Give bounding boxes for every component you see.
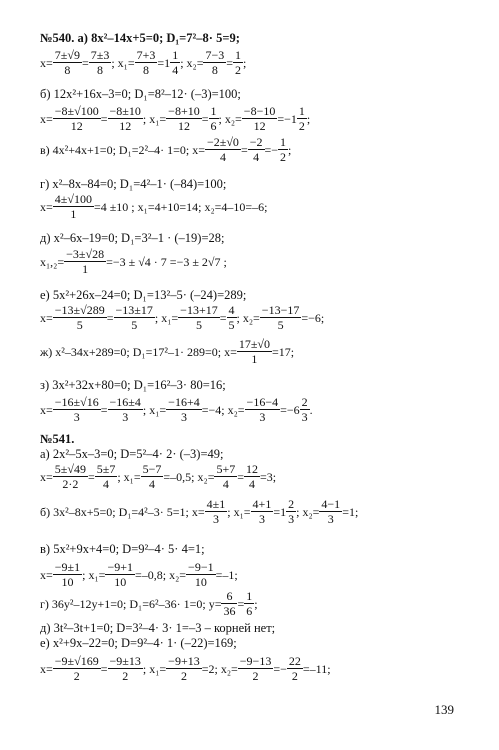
formula-text: x= bbox=[40, 112, 53, 126]
fraction-numerator: −2 bbox=[249, 135, 263, 149]
fraction bbox=[205, 497, 228, 526]
fraction-numerator: −3±√28 bbox=[66, 247, 105, 261]
fraction-denominator: 3 bbox=[301, 410, 308, 424]
fraction-denominator: 8 bbox=[64, 63, 71, 77]
fraction-denominator: 3 bbox=[327, 512, 334, 526]
formula-text: ; x₁= bbox=[82, 568, 106, 582]
equation-text: в) 5x²+9x+4=0; D=9²–4· 5· 4=1; bbox=[40, 542, 205, 556]
fraction-denominator: 3 bbox=[122, 410, 129, 424]
fraction-denominator: 1 bbox=[82, 262, 89, 276]
formula-text: =1 bbox=[273, 505, 287, 519]
fraction-numerator: 4−1 bbox=[321, 497, 341, 511]
fraction-denominator: 6 bbox=[246, 604, 253, 618]
fraction bbox=[53, 104, 101, 133]
equation-text: б) 3x²–8x+5=0; D₁=4²–3· 5=1; x= bbox=[40, 505, 205, 519]
fraction-denominator: 4 bbox=[149, 477, 156, 491]
formula-text: ; x₂= bbox=[236, 311, 260, 325]
fraction bbox=[64, 247, 106, 276]
formula-text: ; x₂= bbox=[296, 505, 320, 519]
fraction-denominator: 4 bbox=[253, 150, 260, 164]
equation-line bbox=[40, 635, 237, 651]
formula-text: = bbox=[226, 56, 234, 70]
fraction bbox=[53, 560, 82, 589]
fraction-numerator: −9+1 bbox=[107, 560, 133, 574]
formula-text: =4 ±10 ; x₁=4+10=14; x₂=4–10=–6; bbox=[93, 200, 268, 214]
fraction bbox=[251, 497, 274, 526]
fraction-numerator: −8±10 bbox=[109, 104, 141, 118]
fraction-denominator: 4 bbox=[103, 477, 110, 491]
formula-text: ; x₁= bbox=[117, 470, 141, 484]
fraction-denominator: 2 bbox=[280, 150, 287, 164]
fraction-denominator: 2 bbox=[252, 669, 259, 683]
formula-text: x= bbox=[40, 311, 53, 325]
fraction bbox=[166, 395, 202, 424]
equation-line bbox=[40, 176, 226, 192]
equation-line bbox=[40, 135, 291, 165]
formula-text: =–11; bbox=[302, 662, 331, 676]
fraction-denominator: 1 bbox=[70, 207, 77, 221]
formula-text: = bbox=[81, 56, 89, 70]
fraction-denominator: 1 bbox=[251, 352, 258, 366]
fraction bbox=[53, 654, 101, 683]
formula-text: =−3 ± √4 · 7 =−3 ± 2√7 ; bbox=[106, 255, 227, 269]
fraction-denominator: 6 bbox=[210, 119, 217, 133]
fraction-numerator: 1 bbox=[246, 589, 253, 603]
equation-text: №540. а) 8x²–14x+5=0; D₁=7²–8· 5=9; bbox=[40, 31, 240, 45]
fraction-denominator: 12 bbox=[119, 119, 132, 133]
formula-text: = bbox=[100, 112, 108, 126]
formula-line bbox=[40, 192, 268, 222]
equation-line bbox=[40, 446, 223, 462]
formula-text: ; bbox=[288, 143, 292, 157]
fraction bbox=[278, 135, 288, 164]
formula-text: =−1 bbox=[277, 112, 297, 126]
fraction-denominator: 2 bbox=[122, 669, 129, 683]
equation-line bbox=[40, 287, 246, 303]
fraction-denominator: 3 bbox=[259, 410, 266, 424]
fraction-numerator: 22 bbox=[288, 654, 301, 668]
equation-text: г) 36y²–12y+1=0; D₁=6²–36· 1=0; y= bbox=[40, 597, 222, 611]
fraction-denominator: 5 bbox=[76, 318, 83, 332]
fraction-numerator: −13−17 bbox=[261, 303, 300, 317]
fraction bbox=[53, 462, 88, 491]
fraction-denominator: 4 bbox=[249, 477, 256, 491]
fraction bbox=[260, 303, 302, 332]
task-header-line bbox=[40, 30, 240, 46]
formula-text: =−6; bbox=[301, 311, 325, 325]
formula-text: ; x₁= bbox=[154, 311, 179, 325]
fraction bbox=[95, 462, 118, 491]
fraction-denominator: 5 bbox=[228, 318, 235, 332]
formula-text: ; x₁= bbox=[227, 505, 251, 519]
formula-line bbox=[40, 104, 310, 134]
formula-text: ; bbox=[306, 112, 311, 126]
fraction bbox=[178, 303, 220, 332]
fraction-numerator: −9±13 bbox=[109, 654, 141, 668]
fraction-numerator: 5−7 bbox=[142, 462, 162, 476]
fraction bbox=[233, 48, 243, 77]
fraction-denominator: 4 bbox=[172, 63, 179, 77]
fraction-numerator: −2±√0 bbox=[206, 135, 239, 149]
fraction-numerator: −16−4 bbox=[246, 395, 279, 409]
fraction-denominator: 3 bbox=[258, 512, 265, 526]
fraction-numerator: 7−3 bbox=[205, 48, 225, 62]
fraction-numerator: 1 bbox=[280, 135, 287, 149]
fraction-denominator: 4 bbox=[219, 150, 226, 164]
equation-line bbox=[40, 620, 275, 636]
fraction-numerator: 4+1 bbox=[252, 497, 272, 511]
formula-line bbox=[40, 247, 227, 277]
fraction bbox=[108, 104, 143, 133]
formula-text: = bbox=[237, 470, 245, 484]
formula-text: . bbox=[309, 403, 313, 417]
fraction-numerator: −9−13 bbox=[239, 654, 272, 668]
fraction bbox=[237, 337, 272, 366]
formula-text: =1; bbox=[342, 505, 359, 519]
fraction bbox=[89, 48, 112, 77]
formula-text: =–0,5; x₂= bbox=[163, 470, 215, 484]
fraction-numerator: −9±√169 bbox=[54, 654, 99, 668]
formula-text: ; x₁= bbox=[111, 56, 135, 70]
fraction-denominator: 10 bbox=[194, 575, 207, 589]
equation-text: е) 5x²+26x–24=0; D₁=13²–5· (–24)=289; bbox=[40, 288, 247, 302]
fraction-numerator: −16±4 bbox=[109, 395, 141, 409]
fraction-numerator: 7±√9 bbox=[54, 48, 80, 62]
equation-line bbox=[40, 497, 358, 527]
fraction-denominator: 10 bbox=[61, 575, 74, 589]
equation-text: №541. bbox=[40, 432, 75, 446]
fraction bbox=[105, 560, 135, 589]
equation-text: е) x²+9x–22=0; D=9²–4· 1· (–22)=169; bbox=[40, 636, 237, 650]
fraction-numerator: 4±1 bbox=[206, 497, 226, 511]
equation-text: з) 3x²+32x+80=0; D₁=16²–3· 80=16; bbox=[40, 378, 226, 392]
fraction-denominator: 2 bbox=[235, 63, 242, 77]
formula-line bbox=[40, 303, 324, 333]
formula-line bbox=[40, 48, 246, 78]
formula-text: =−4; x₂= bbox=[201, 403, 245, 417]
fraction-denominator: 36 bbox=[223, 604, 236, 618]
fraction bbox=[166, 104, 202, 133]
formula-line bbox=[40, 395, 313, 425]
formula-text: = bbox=[240, 143, 248, 157]
fraction-numerator: 7+3 bbox=[136, 48, 156, 62]
fraction bbox=[244, 462, 260, 491]
fraction-numerator: −9+13 bbox=[168, 654, 200, 668]
formula-text: x₁,₂= bbox=[40, 255, 65, 269]
formula-text: ; x₂= bbox=[218, 112, 242, 126]
fraction bbox=[300, 395, 310, 424]
equation-text: ж) x²–34x+289=0; D₁=17²–1· 289=0; x= bbox=[40, 345, 237, 359]
formula-text: =− bbox=[273, 662, 287, 676]
formula-text: x= bbox=[40, 470, 53, 484]
fraction-numerator: −9−1 bbox=[188, 560, 214, 574]
fraction bbox=[248, 135, 265, 164]
formula-text: =2; x₂= bbox=[201, 662, 238, 676]
fraction-denominator: 2 bbox=[298, 119, 305, 133]
fraction-numerator: 4 bbox=[228, 303, 235, 317]
fraction-numerator: 5±√49 bbox=[54, 462, 86, 476]
fraction bbox=[214, 462, 237, 491]
formula-text: = bbox=[100, 403, 108, 417]
fraction-denominator: 12 bbox=[177, 119, 190, 133]
fraction-numerator: 1 bbox=[172, 48, 179, 62]
formula-line bbox=[40, 560, 238, 590]
fraction bbox=[286, 497, 296, 526]
fraction-denominator: 3 bbox=[288, 512, 295, 526]
fraction-denominator: 12 bbox=[70, 119, 83, 133]
fraction bbox=[53, 192, 94, 221]
equation-text: д) x²–6x–19=0; D₁=3²–1 · (–19)=28; bbox=[40, 231, 225, 245]
fraction bbox=[108, 395, 143, 424]
fraction-denominator: 5 bbox=[277, 318, 284, 332]
formula-text: x= bbox=[40, 200, 53, 214]
fraction bbox=[166, 654, 202, 683]
fraction bbox=[205, 135, 241, 164]
formula-text: = bbox=[219, 311, 227, 325]
fraction bbox=[141, 462, 164, 491]
fraction-numerator: −16±√16 bbox=[54, 395, 99, 409]
fraction bbox=[287, 654, 303, 683]
fraction-numerator: 5+7 bbox=[216, 462, 236, 476]
formula-text: =−6 bbox=[280, 403, 300, 417]
fraction bbox=[114, 303, 155, 332]
formula-text: ; x₁= bbox=[142, 662, 167, 676]
fraction-denominator: 8 bbox=[211, 63, 218, 77]
fraction-numerator: 2 bbox=[288, 497, 295, 511]
formula-text: =− bbox=[264, 143, 279, 157]
fraction-denominator: 2 bbox=[291, 669, 298, 683]
equation-text: в) 4x²+4x+1=0; D₁=2²–4· 1=0; x= bbox=[40, 143, 205, 157]
formula-text: = bbox=[237, 597, 245, 611]
formula-text: ; x₂= bbox=[180, 56, 204, 70]
fraction bbox=[245, 395, 281, 424]
formula-text: x= bbox=[40, 662, 53, 676]
fraction bbox=[244, 589, 254, 618]
fraction bbox=[53, 395, 101, 424]
equation-text: а) 2x²–5x–3=0; D=5²–4· 2· (–3)=49; bbox=[40, 447, 224, 461]
fraction bbox=[238, 654, 274, 683]
fraction-denominator: 10 bbox=[114, 575, 127, 589]
fraction-numerator: 1 bbox=[298, 104, 305, 118]
task-header-line bbox=[40, 431, 74, 447]
fraction-numerator: 2 bbox=[301, 395, 308, 409]
equation-line bbox=[40, 541, 205, 557]
fraction-numerator: −8+10 bbox=[168, 104, 200, 118]
fraction-numerator: −8±√100 bbox=[54, 104, 99, 118]
fraction-denominator: 5 bbox=[195, 318, 202, 332]
equation-text: б) 12x²+16x–3=0; D₁=8²–12· (–3)=100; bbox=[40, 87, 241, 101]
formula-line bbox=[40, 654, 331, 684]
fraction-denominator: 5 bbox=[131, 318, 138, 332]
fraction-numerator: −13±√289 bbox=[54, 303, 105, 317]
equation-line bbox=[40, 589, 258, 619]
equation-line bbox=[40, 230, 225, 246]
formula-text: x= bbox=[40, 56, 53, 70]
formula-text: = bbox=[201, 112, 209, 126]
fraction-numerator: 5±7 bbox=[96, 462, 116, 476]
equation-text: д) 3t²–3t+1=0; D=3²–4· 3· 1=–3 – корней нет; bbox=[40, 621, 276, 635]
fraction-numerator: 4±√100 bbox=[54, 192, 92, 206]
formula-text: x= bbox=[40, 403, 53, 417]
formula-text: =1 bbox=[157, 56, 171, 70]
formula-text: = bbox=[106, 311, 114, 325]
fraction-numerator: −8−10 bbox=[243, 104, 276, 118]
fraction bbox=[319, 497, 342, 526]
fraction-denominator: 8 bbox=[97, 63, 104, 77]
equation-line bbox=[40, 337, 294, 367]
formula-text: = bbox=[100, 662, 108, 676]
fraction-denominator: 12 bbox=[253, 119, 266, 133]
fraction bbox=[186, 560, 216, 589]
formula-text: =3; bbox=[260, 470, 277, 484]
page-number: 139 bbox=[434, 702, 454, 717]
formula-line bbox=[40, 462, 276, 492]
fraction-denominator: 2 bbox=[73, 669, 80, 683]
fraction-numerator: 6 bbox=[221, 589, 237, 604]
fraction-denominator: 3 bbox=[180, 410, 187, 424]
fraction-denominator: 4 bbox=[222, 477, 229, 491]
formula-text: =–0,8; x₂= bbox=[134, 568, 187, 582]
fraction-denominator: 8 bbox=[143, 63, 150, 77]
fraction-denominator: 2 bbox=[180, 669, 187, 683]
fraction-denominator: 3 bbox=[73, 410, 80, 424]
equation-line bbox=[40, 377, 226, 393]
fraction bbox=[53, 303, 107, 332]
fraction bbox=[203, 48, 226, 77]
fraction bbox=[242, 104, 278, 133]
fraction-numerator: 12 bbox=[246, 462, 259, 476]
formula-text: =–1; bbox=[215, 568, 238, 582]
formula-text: ; x₁= bbox=[142, 112, 167, 126]
fraction bbox=[227, 303, 237, 332]
fraction-numerator: −13+17 bbox=[180, 303, 218, 317]
fraction-numerator: 1 bbox=[235, 48, 242, 62]
fraction-numerator: −13±17 bbox=[115, 303, 153, 317]
formula-text: =17; bbox=[272, 345, 295, 359]
fraction bbox=[209, 104, 219, 133]
equation-line bbox=[40, 86, 241, 102]
fraction-numerator: 1 bbox=[210, 104, 217, 118]
fraction-denominator: 2·2 bbox=[62, 477, 79, 491]
fraction bbox=[297, 104, 307, 133]
fraction bbox=[135, 48, 158, 77]
fraction-numerator: 17±√0 bbox=[238, 337, 271, 351]
fraction-numerator: 7±3 bbox=[90, 48, 110, 62]
formula-text: ; bbox=[243, 56, 247, 70]
formula-text: = bbox=[87, 470, 95, 484]
fraction bbox=[53, 48, 82, 77]
fraction-numerator: −16+4 bbox=[168, 395, 200, 409]
formula-text: ; bbox=[254, 597, 258, 611]
fraction bbox=[221, 589, 237, 618]
fraction-denominator: 3 bbox=[212, 512, 219, 526]
formula-text: x= bbox=[40, 568, 53, 582]
fraction-numerator: −9±1 bbox=[54, 560, 81, 574]
fraction bbox=[108, 654, 143, 683]
formula-text: ; x₁= bbox=[142, 403, 167, 417]
fraction bbox=[170, 48, 180, 77]
equation-text: г) x²–8x–84=0; D₁=4²–1· (–84)=100; bbox=[40, 177, 227, 191]
